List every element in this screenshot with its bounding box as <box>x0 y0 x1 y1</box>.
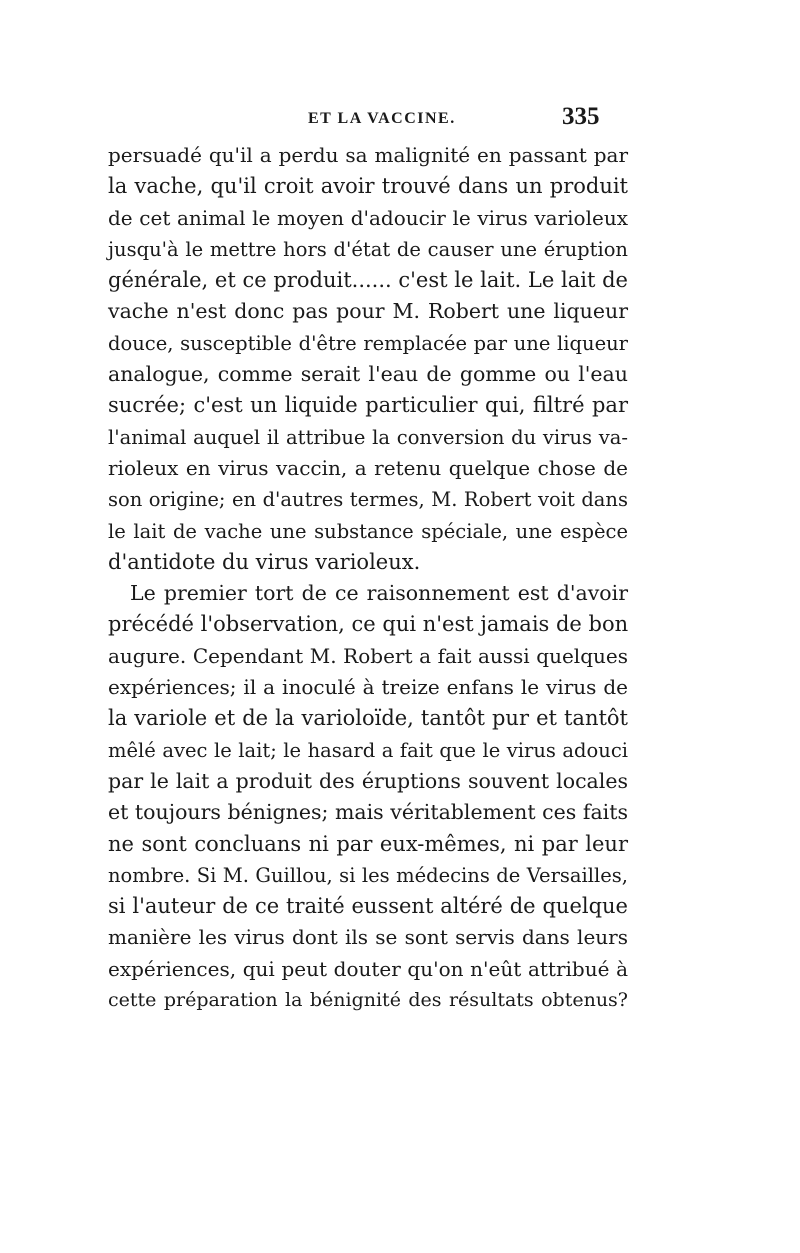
running-title: ET LA VACCINE. <box>308 110 456 127</box>
text-line: manière les virus dont ils se sont servis dans leurs <box>108 925 628 950</box>
text-line: augure. Cependant M. Robert a fait aussi quelques <box>108 643 628 668</box>
text-line: douce, susceptible d'être remplacée par une liqueur <box>108 331 628 355</box>
text-line: nombre. Si M. Guillou, si les médecins de Versailles, <box>108 863 628 887</box>
text-line: mêlé avec le lait; le hasard a fait que le virus adouci <box>108 738 628 762</box>
text-line: par le lait a produit des éruptions souvent locales <box>108 768 628 793</box>
text-line: rioleux en virus vaccin, a retenu quelque chose de <box>108 455 628 480</box>
text-line: et toujours bénignes; mais véritablement ces faits <box>108 800 628 825</box>
text-line: d'antidote du virus varioleux. <box>108 549 421 574</box>
text-line: Le premier tort de ce raisonnement est d'avoir <box>130 581 628 606</box>
text-line: expériences, qui peut douter qu'on n'eût attribué à <box>108 956 628 981</box>
text-line: persuadé qu'il a perdu sa malignité en passant par <box>108 143 628 167</box>
text-line: son origine; en d'autres termes, M. Robert voit dans <box>108 488 628 512</box>
text-line: cette préparation la bénignité des résultats obtenus? <box>108 989 628 1012</box>
text-line: la variole et de la varioloïde, tantôt pur et tantôt <box>108 706 628 731</box>
text-line: précédé l'observation, ce qui n'est jamais de bon <box>108 612 629 637</box>
page-number: 335 <box>562 103 600 130</box>
text-line: l'animal auquel il attribue la conversion du virus va- <box>108 425 628 449</box>
text-line: de cet animal le moyen d'adoucir le virus varioleux <box>108 205 628 230</box>
text-line: générale, et ce produit...... c'est le lait. Le lait de <box>108 268 628 293</box>
text-line: si l'auteur de ce traité eussent altéré de quelque <box>108 894 628 919</box>
text-line: ne sont concluans ni par eux-mêmes, ni par leur <box>108 831 628 856</box>
text-line: jusqu'à le mettre hors d'état de causer une éruption <box>108 237 628 261</box>
text-line: sucrée; c'est un liquide particulier qui, filtré par <box>108 393 628 418</box>
text-line: expériences; il a inoculé à treize enfans le virus de <box>108 675 628 700</box>
text-line: analogue, comme serait l'eau de gomme ou l'eau <box>108 362 628 387</box>
text-line: la vache, qu'il croit avoir trouvé dans un produit <box>108 174 628 199</box>
body-text <box>108 140 628 1016</box>
text-line: le lait de vache une substance spéciale, une espèce <box>108 519 628 543</box>
text-line: vache n'est donc pas pour M. Robert une liqueur <box>108 299 628 324</box>
